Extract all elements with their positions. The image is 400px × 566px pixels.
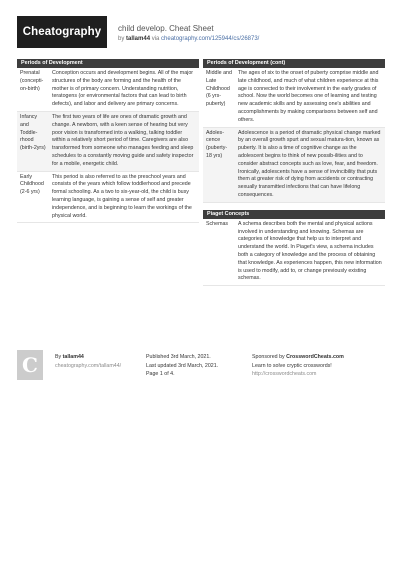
row-term: Schemas bbox=[206, 220, 229, 227]
table-row bbox=[17, 172, 199, 224]
page-title: child develop. Cheat Sheet bbox=[118, 24, 214, 33]
row-description: This period is also referred to as the preschool years and consists of the years which follow toddlerhood and precede formal schooling. As a two to six-year-old, the child is busy learning language, is gaining a sense of self and greater independence, and is beginning to learn the workings of the physical world. bbox=[52, 173, 192, 219]
footer-sponsor-block bbox=[252, 353, 344, 379]
page-header bbox=[0, 0, 400, 58]
table-row bbox=[17, 68, 199, 112]
sheet-url-link[interactable]: cheatography.com/125944/cs/26873/ bbox=[161, 36, 260, 42]
sponsor-link[interactable]: CrosswordCheats.com bbox=[286, 354, 344, 360]
left-column bbox=[17, 59, 199, 223]
table-row bbox=[203, 219, 385, 286]
row-description: Conception occurs and development begins. All of the major structures of the body are forming and the health of the mother is of primary concern. Understanding nutrition, teratogens (or environmental factors that can lead to birth defects), and labor and delivery are primary concerns. bbox=[52, 70, 194, 108]
byline-prefix: by bbox=[118, 36, 127, 42]
row-description: A schema describes both the mental and physical actions involved in understanding and knowing. Schemas are categories of knowledge that help us to interpret and understand the world. In Piaget's view, a schema includes both a category of knowledge and the process of obtaining that knowledge. As experiences happen, this new information is used to modify, add to, or change previously existing schemas. bbox=[238, 220, 382, 282]
updated-date: Last updated 3rd March, 2021. bbox=[146, 362, 219, 369]
cheatography-badge-icon: C bbox=[17, 350, 43, 380]
section-header-periods-cont: Periods of Development (cont) bbox=[203, 59, 385, 68]
author-link[interactable]: tallam44 bbox=[126, 36, 151, 42]
row-term: Prenatal (concepti-on-birth) bbox=[20, 70, 44, 92]
table-row bbox=[17, 112, 199, 172]
row-term: Middle and Late Childhood (6 yrs-puberty) bbox=[206, 70, 232, 108]
cheatography-logo[interactable]: Cheatography bbox=[17, 16, 107, 48]
section-header-periods: Periods of Development bbox=[17, 59, 199, 68]
footer-author-link[interactable]: tallam44 bbox=[62, 354, 84, 360]
table-row bbox=[203, 128, 385, 203]
byline-via: via bbox=[150, 36, 162, 42]
section-header-piaget: Piaget Concepts bbox=[203, 210, 385, 219]
footer-publish-block bbox=[146, 353, 218, 379]
published-date: Published 3rd March, 2021. bbox=[146, 354, 211, 360]
title-block bbox=[118, 24, 259, 44]
row-term: Infancy and Toddle-rhood (birth-2yrs) bbox=[20, 113, 46, 152]
sponsor-tagline: Learn to solve cryptic crosswords! bbox=[252, 362, 332, 369]
page-number: Page 1 of 4. bbox=[146, 371, 175, 377]
sponsor-url[interactable]: http://crosswordcheats.com bbox=[252, 371, 317, 377]
row-description: Adolescence is a period of dramatic physical change marked by an overall growth spurt and sexual matura-tion, known as puberty. It is also a time of cognitive change as the adolescent begins to think of new possib-ilities and to consider abstract concepts such as love, fear, and freedom. Ironically, adolescents have a sense of invincibility that puts them at greater risk of dying from accidents or contracting sexually transmitted infections that can have lifelong consequences. bbox=[238, 129, 381, 198]
footer-by-label: By bbox=[55, 354, 63, 360]
row-term: Early Childhood (2-6 yrs) bbox=[20, 173, 44, 196]
byline bbox=[118, 35, 259, 44]
right-column bbox=[203, 59, 385, 286]
row-description: The first two years of life are ones of dramatic growth and change. A newborn, with a keen sense of hearing but very poor vision is transformed into a walking, talking toddler within a relatively short period of time. Caregivers are also transformed from someone who manages feeding and sleep schedules to a constantly moving guide and safety inspector for a mobile, energetic child. bbox=[52, 113, 194, 167]
page-footer bbox=[17, 350, 387, 392]
row-term: Adoles-cence (puberty-18 yrs) bbox=[206, 129, 228, 159]
footer-author-block bbox=[55, 353, 121, 370]
footer-author-url[interactable]: cheatography.com/tallam44/ bbox=[55, 362, 122, 369]
table-row bbox=[203, 68, 385, 128]
row-description: The ages of six to the onset of puberty comprise middle and late childhood, and much of what children experience at this age is connected to their involvement in the early grades of school. Now the world becomes one of learning and testing new academic skills and by assessing one's abilities and accomplishments by making comparisons between self and others. bbox=[238, 70, 379, 123]
sponsor-prefix: Sponsored by bbox=[252, 354, 287, 360]
section-gap bbox=[203, 203, 385, 210]
